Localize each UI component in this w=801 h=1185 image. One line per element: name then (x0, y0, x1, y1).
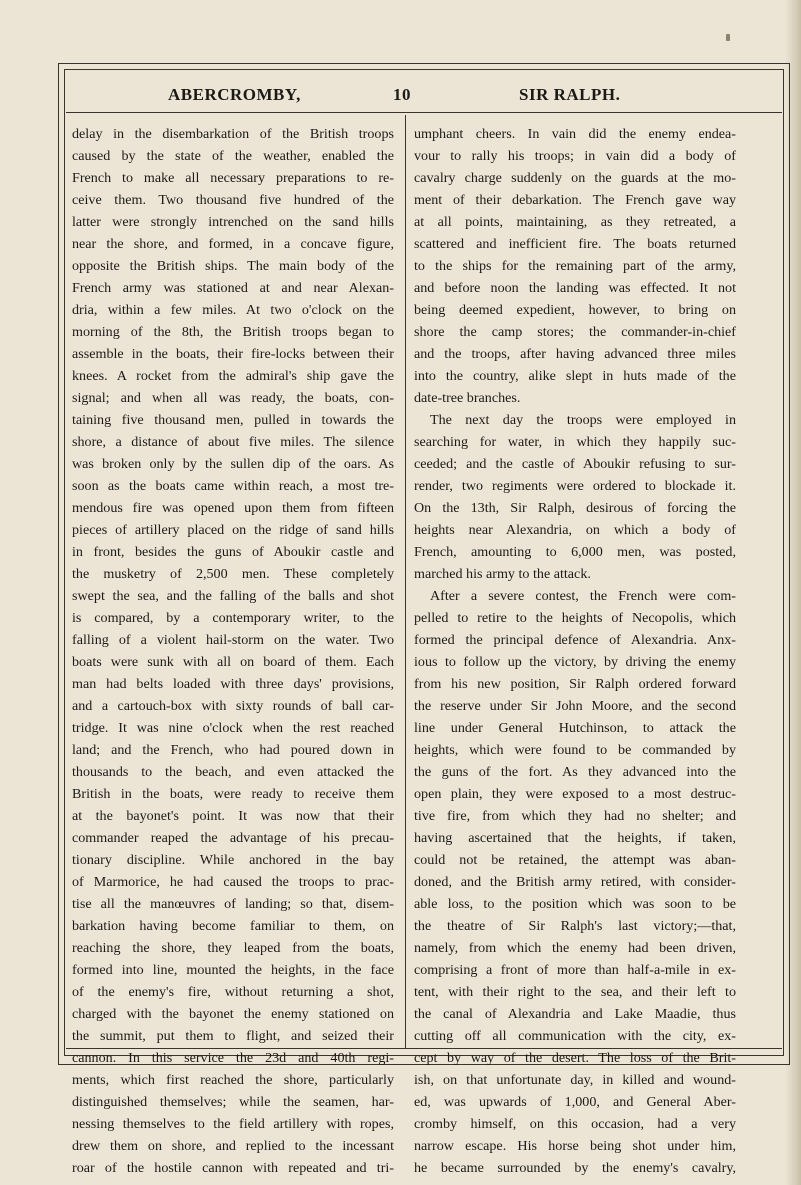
text-line: shore the camp stores; the commander-in-chief (414, 324, 736, 340)
text-line: shore, a distance of about five miles. The silence (72, 434, 394, 450)
text-line: marched his army to the attack. (414, 566, 591, 582)
text-line: near the shore, and formed, in a concave figure, (72, 236, 394, 252)
text-line: ceive them. Two thousand five hundred of the (72, 192, 394, 208)
text-line: and the troops, after having advanced three miles (414, 346, 736, 362)
text-line: signal; and when all was ready, the boats, con- (72, 390, 394, 406)
right-text-column (414, 123, 736, 1179)
text-line: in front, besides the guns of Aboukir castle and (72, 544, 394, 560)
text-line: formed into line, mounted the heights, in the face (72, 962, 394, 978)
text-line: was broken only by the sullen dip of the oars. As (72, 456, 394, 472)
text-line: the musketry of 2,500 men. These completely (72, 566, 394, 582)
text-line: cannon. In this service the 23d and 40th regi- (72, 1050, 394, 1066)
text-line: is compared, by a contemporary writer, to the (72, 610, 394, 626)
text-line: cromby himself, on this occasion, had a very (414, 1116, 736, 1132)
text-line: scattered and inefficient fire. The boats returned (414, 236, 736, 252)
text-line: of the enemy's fire, without returning a shot, (72, 984, 394, 1000)
text-line: drew them on shore, and replied to the incessant (72, 1138, 394, 1154)
text-line: namely, from which the enemy had been driven, (414, 940, 736, 956)
text-line: of Marmorice, he had caused the troops to prac- (72, 874, 394, 890)
text-line: boats were sunk with all on board of them. Each (72, 654, 394, 670)
text-line: falling of a violent hail-storm on the water. Two (72, 632, 394, 648)
text-line: barkation having become familiar to them, on (72, 918, 394, 934)
running-head-forename: SIR RALPH. (519, 85, 621, 104)
text-line: and a cartouch-box with sixty rounds of ball car- (72, 698, 394, 714)
header-rule (66, 112, 782, 113)
text-line: the reserve under Sir John Moore, and the second (414, 698, 736, 714)
text-line: into the country, alike slept in huts made of the (414, 368, 736, 384)
text-line: at the bayonet's point. It was now that their (72, 808, 394, 824)
text-line: nessing themselves to the field artillery with ropes, (72, 1116, 394, 1132)
text-line: French to make all necessary preparations to re- (72, 170, 394, 186)
text-line: delay in the disembarkation of the British troops (72, 126, 394, 142)
text-line: roar of the hostile cannon with repeated and tri- (72, 1160, 394, 1176)
text-line: cept by way of the desert. The loss of the Brit- (414, 1050, 736, 1066)
text-line: tionary discipline. While anchored in the bay (72, 852, 394, 868)
text-line: date-tree branches. (414, 390, 521, 406)
text-line: doned, and the British army retired, with consider- (414, 874, 736, 890)
text-line: and before noon the landing was effected. It not (414, 280, 736, 296)
text-line: reaching the shore, they leaped from the boats, (72, 940, 394, 956)
text-line: cavalry charge suddenly on the guards at the mo- (414, 170, 736, 186)
text-line: thousands to the beach, and even attacked the (72, 764, 394, 780)
text-line: tive fire, from which they had no shelter; and (414, 808, 736, 824)
text-line: French army was stationed at and near Alexan- (72, 280, 394, 296)
text-line: commander reaped the advantage of his precau- (72, 830, 394, 846)
text-line: distinguished themselves; while the seamen, har- (72, 1094, 394, 1110)
text-line: ish, on that unfortunate day, in killed and wound- (414, 1072, 736, 1088)
text-line: ed, was upwards of 1,000, and General Aber- (414, 1094, 736, 1110)
column-divider (405, 115, 406, 1048)
print-mark (726, 34, 730, 41)
text-line: formed the principal defence of Alexandria. Anx- (414, 632, 736, 648)
text-line: opposite the British ships. The main body of the (72, 258, 394, 274)
text-line: able loss, to the position which was soon to be (414, 896, 736, 912)
text-line: at all points, maintaining, as they retreated, a (414, 214, 736, 230)
text-line: heights near Alexandria, on which a body of (414, 522, 736, 538)
text-line: man had belts loaded with three days' provisions, (72, 676, 394, 692)
text-line: knees. A rocket from the admiral's ship gave the (72, 368, 394, 384)
text-line: tise all the manœuvres of landing; so that, disem- (72, 896, 394, 912)
text-line: assemble in the boats, their fire-locks between their (72, 346, 394, 362)
text-line: the theatre of Sir Ralph's last victory;—that, (414, 918, 736, 934)
text-line: from his new position, Sir Ralph ordered forward (414, 676, 736, 692)
text-line: cutting off all communication with the city, ex- (414, 1028, 736, 1044)
text-line: render, two regiments were ordered to blockade it. (414, 478, 736, 494)
text-line: ments, which first reached the shore, particularly (72, 1072, 394, 1088)
text-line: pelled to retire to the heights of Necopolis, which (414, 610, 736, 626)
text-line: he became surrounded by the enemy's cavalry, (414, 1160, 736, 1176)
text-line: to the ships for the remaining part of the army, (414, 258, 736, 274)
text-line: land; and the French, who had poured down in (72, 742, 394, 758)
text-line: open plain, they were exposed to a most destruc- (414, 786, 736, 802)
text-line: The next day the troops were employed in (430, 412, 736, 428)
text-line: latter were strongly intrenched on the sand hills (72, 214, 394, 230)
text-line: ious to follow up the victory, by driving the enemy (414, 654, 736, 670)
text-line: French, amounting to 6,000 men, was posted, (414, 544, 736, 560)
text-line: mendous fire was opened upon them from fifteen (72, 500, 394, 516)
text-line: morning of the 8th, the British troops began to (72, 324, 394, 340)
text-line: taining five thousand men, pulled in towards the (72, 412, 394, 428)
running-head-surname: ABERCROMBY, (168, 85, 301, 104)
text-line: tridge. It was nine o'clock when the rest reached (72, 720, 394, 736)
text-line: British in the boats, were ready to receive them (72, 786, 394, 802)
text-line: could not be retained, the attempt was aban- (414, 852, 736, 868)
text-line: After a severe contest, the French were com- (430, 588, 736, 604)
text-line: line under General Hutchinson, to attack the (414, 720, 736, 736)
text-line: dria, within a few miles. At two o'clock on the (72, 302, 394, 318)
text-line: the guns of the fort. As they advanced into the (414, 764, 736, 780)
text-line: searching for water, in which they happily suc- (414, 434, 736, 450)
text-line: vour to rally his troops; in vain did a body of (414, 148, 736, 164)
text-line: ceeded; and the castle of Aboukir refusing to sur- (414, 456, 736, 472)
text-line: caused by the state of the weather, enabled the (72, 148, 394, 164)
text-line: umphant cheers. In vain did the enemy endea- (414, 126, 736, 142)
text-line: ment of their debarkation. The French gave way (414, 192, 736, 208)
page-number: 10 (393, 85, 411, 104)
text-line: On the 13th, Sir Ralph, desirous of forcing the (414, 500, 736, 516)
text-line: being deemed expedient, however, to bring on (414, 302, 736, 318)
text-line: narrow escape. His horse being shot under him, (414, 1138, 736, 1154)
text-line: comprising a front of more than half-a-mile in ex- (414, 962, 736, 978)
text-line: the canal of Alexandria and Lake Maadie, thus (414, 1006, 736, 1022)
text-line: pieces of artillery placed on the ridge of sand hills (72, 522, 394, 538)
text-line: swept the sea, and the falling of the balls and shot (72, 588, 394, 604)
left-text-column (72, 123, 394, 1179)
text-line: having ascertained that the heights, if taken, (414, 830, 736, 846)
text-line: heights, which were found to be commanded by (414, 742, 736, 758)
text-line: charged with the bayonet the enemy stationed on (72, 1006, 394, 1022)
text-line: the summit, put them to flight, and seized their (72, 1028, 394, 1044)
text-line: soon as the boats came within reach, a most tre- (72, 478, 394, 494)
text-line: tent, with their right to the sea, and their left to (414, 984, 736, 1000)
